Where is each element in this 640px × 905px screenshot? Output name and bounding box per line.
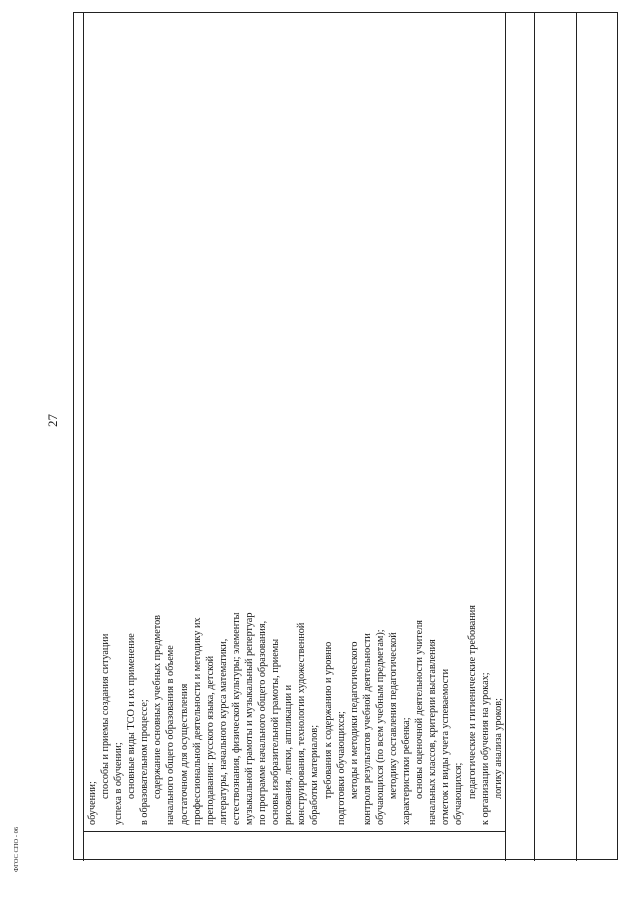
table-row-empty-2: [535, 13, 577, 861]
content-line: в образовательном процессе;: [139, 699, 151, 825]
table-rotated-content: [74, 13, 619, 861]
content-line: педагогические и гигиенические требования: [466, 605, 478, 799]
table-row-empty-3: [577, 13, 619, 861]
content-line: содержание основных учебных предметов: [152, 615, 164, 799]
content-line: достаточном для осуществления: [178, 683, 190, 825]
content-line: естествознания, физической культуры; элементы: [230, 612, 242, 825]
content-line: требования к содержанию и уровню: [322, 641, 334, 799]
content-line: контроля результатов учебной деятельности: [361, 633, 373, 825]
content-line: обработки материалов;: [309, 724, 321, 825]
content-line: конструирования, технологии художественной: [296, 622, 308, 825]
content-line: преподавания: русского языка, детской: [204, 655, 216, 825]
footer-text: ФГОС СПО - 06: [13, 826, 20, 872]
content-line: музыкальной грамоты и музыкальный репертуар: [243, 612, 255, 825]
table-row-index: [74, 13, 84, 861]
content-line: начальных классов, критерии выставления: [427, 639, 439, 825]
content-line: отметок и виды учета успеваемости: [440, 668, 452, 825]
table-cell-content: [84, 13, 505, 831]
table-row-content: [84, 13, 506, 861]
content-line: основные виды ТСО и их применение: [126, 633, 138, 799]
content-line: литературы, начального курса математики,: [217, 638, 229, 825]
table-cell-left: [84, 831, 505, 861]
content-line: основы оценочной деятельности учителя: [414, 620, 426, 799]
content-text-block: [84, 13, 505, 831]
document-table: [73, 12, 618, 860]
page-number: 27: [45, 414, 60, 427]
content-line: основы изобразительной грамоты, приемы: [270, 638, 282, 825]
table-row-empty-1: [506, 13, 536, 861]
content-line: обучающихся;: [453, 762, 465, 825]
content-line: характеристики ребенка;: [401, 717, 413, 825]
content-line: начального общего образования в объеме: [165, 645, 177, 825]
content-line: подготовки обучающихся;: [335, 711, 347, 825]
content-line: методы и методики педагогического: [348, 641, 360, 799]
content-line: логику анализа уроков;: [492, 698, 504, 799]
content-line: по программе начального общего образования,: [257, 620, 269, 825]
content-line: обучающихся (по всем учебным предметам);: [374, 629, 386, 825]
content-line: к организации обучения на уроках;: [479, 672, 491, 825]
content-line: успеха в обучении;: [113, 742, 125, 825]
content-line: методику составления педагогической: [388, 632, 399, 799]
content-line: обучении;: [86, 781, 98, 825]
content-line: профессиональной деятельности и методику их: [191, 617, 203, 825]
content-line: способы и приемы создания ситуации: [99, 633, 111, 799]
content-line: рисования, лепки, аппликации и: [283, 684, 295, 825]
